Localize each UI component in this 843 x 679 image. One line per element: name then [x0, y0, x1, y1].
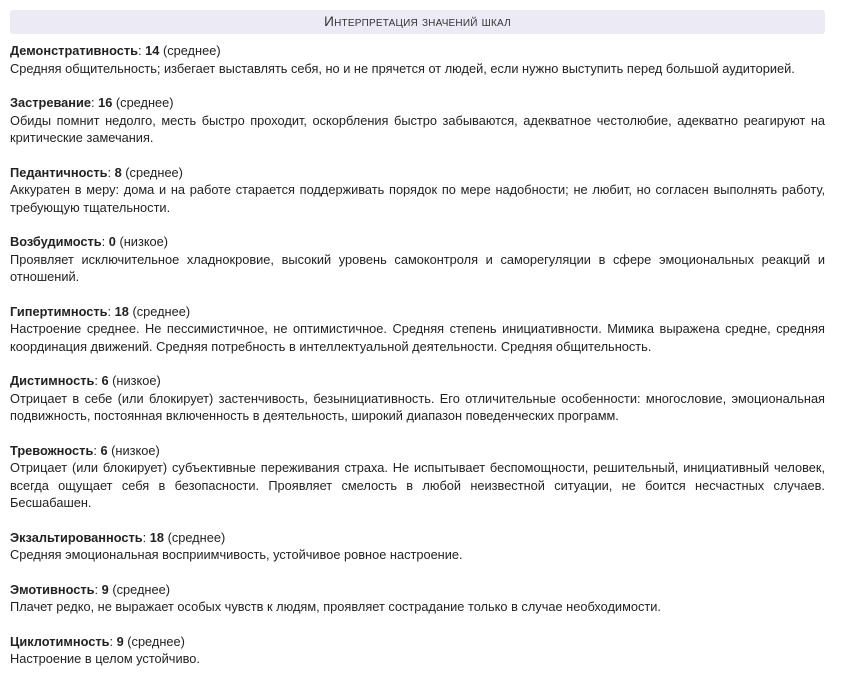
scale-item — [10, 633, 825, 668]
scale-level: (низкое) — [112, 373, 161, 388]
scale-level: (среднее) — [112, 581, 170, 597]
scale-level: (среднее) — [115, 95, 174, 110]
scale-description: Настроение среднее. Не пессимистичное, не оптимистичное. Средняя степень инициативности. Мимика выражена средне, средняя координация движений. Средняя потребность в интеллектуальной деятельности. Средняя общительность. — [10, 321, 825, 354]
scale-item — [10, 303, 825, 356]
scale-list — [10, 42, 825, 668]
scale-name: Гипертимность — [10, 303, 108, 319]
scale-score: 9 — [116, 633, 124, 649]
scale-score: 18 — [114, 303, 129, 319]
scale-description: Аккуратен в меру: дома и на работе старается поддерживать порядок по мере надобности; не любит, но согласен выполнять работу, требующую тщательности. — [10, 182, 825, 215]
scale-score: 8 — [114, 164, 122, 180]
scale-score: 16 — [98, 95, 113, 110]
scale-item — [10, 94, 825, 147]
scale-description: Настроение в целом устойчиво. — [10, 651, 200, 666]
scale-description: Средняя общительность; избегает выставлять себя, но и не прячется от людей, если нужно выступить перед большой аудиторией. — [10, 60, 795, 76]
section-title: Интерпретация значений шкал — [324, 14, 511, 30]
scale-heading: Демонстративность: 14 (среднее) — [10, 43, 221, 58]
scale-level: (среднее) — [132, 303, 191, 319]
scale-description: Обиды помнит недолго, месть быстро проходит, оскорбления быстро забываются, адекватное честолюбие, адекватно реагируют на критические замечания. — [10, 112, 825, 145]
scale-heading: Возбудимость: 0 (низкое) — [10, 234, 169, 249]
scale-level: (низкое) — [111, 442, 160, 458]
scale-item — [10, 372, 825, 425]
scale-description: Отрицает (или блокирует) субъективные переживания страха. Не испытывает беспомощности, решительный, инициативный человек, всегда ощущает себя в безопасности. Проявляет смелость в любой неизвестной ситуации, не боится несчастных случаев. Бесшабашен. — [10, 460, 825, 510]
scale-score: 0 — [108, 234, 116, 249]
scale-level: (среднее) — [127, 633, 185, 649]
scale-heading: Гипертимность: 18 (среднее) — [10, 303, 191, 319]
scale-item — [10, 233, 825, 286]
scale-name: Экзальтированность — [10, 529, 143, 545]
section-header — [10, 10, 825, 34]
scale-name: Циклотимность — [10, 633, 110, 649]
scale-heading: Тревожность: 6 (низкое) — [10, 442, 160, 458]
scale-name: Возбудимость — [10, 234, 102, 249]
scale-name: Дистимность — [10, 373, 95, 388]
scale-level: (низкое) — [119, 234, 169, 249]
scale-name: Эмотивность — [10, 581, 95, 597]
scale-name: Демонстративность — [10, 43, 139, 58]
scale-score: 6 — [101, 373, 109, 388]
scale-description: Средняя эмоциональная восприимчивость, устойчивое ровное настроение. — [10, 547, 463, 562]
scale-description: Отрицает в себе (или блокирует) застенчивость, безынициативность. Его отличительные особенности: многословие, эмоциональная подвижность, постоянная включенность в деятельность, широкий диапазон поведенческих программ. — [10, 390, 825, 423]
scale-item — [10, 529, 825, 564]
scale-heading: Застревание: 16 (среднее) — [10, 95, 174, 110]
scale-score: 14 — [145, 43, 160, 58]
scale-level: (среднее) — [125, 164, 183, 180]
scale-heading: Экзальтированность: 18 (среднее) — [10, 529, 226, 545]
scale-item — [10, 442, 825, 512]
scale-level: (среднее) — [162, 43, 221, 58]
scale-item — [10, 164, 825, 217]
scale-heading: Циклотимность: 9 (среднее) — [10, 633, 185, 649]
scale-score: 18 — [149, 529, 164, 545]
scale-description: Плачет редко, не выражает особых чувств к людям, проявляет сострадание только в случае необходимости. — [10, 599, 661, 614]
scale-name: Тревожность — [10, 442, 94, 458]
scale-item — [10, 581, 825, 616]
scale-heading: Эмотивность: 9 (среднее) — [10, 581, 170, 597]
scale-name: Педантичность — [10, 164, 108, 180]
scale-description: Проявляет исключительное хладнокровие, высокий уровень самоконтроля и саморегуляции в сфере эмоциональных реакций и отношений. — [10, 251, 825, 284]
scale-score: 6 — [100, 442, 108, 458]
scale-name: Застревание — [10, 95, 91, 110]
scale-heading: Дистимность: 6 (низкое) — [10, 373, 161, 388]
scale-score: 9 — [101, 581, 109, 597]
scale-item — [10, 42, 825, 77]
scale-level: (среднее) — [167, 529, 226, 545]
scale-heading: Педантичность: 8 (среднее) — [10, 164, 183, 180]
